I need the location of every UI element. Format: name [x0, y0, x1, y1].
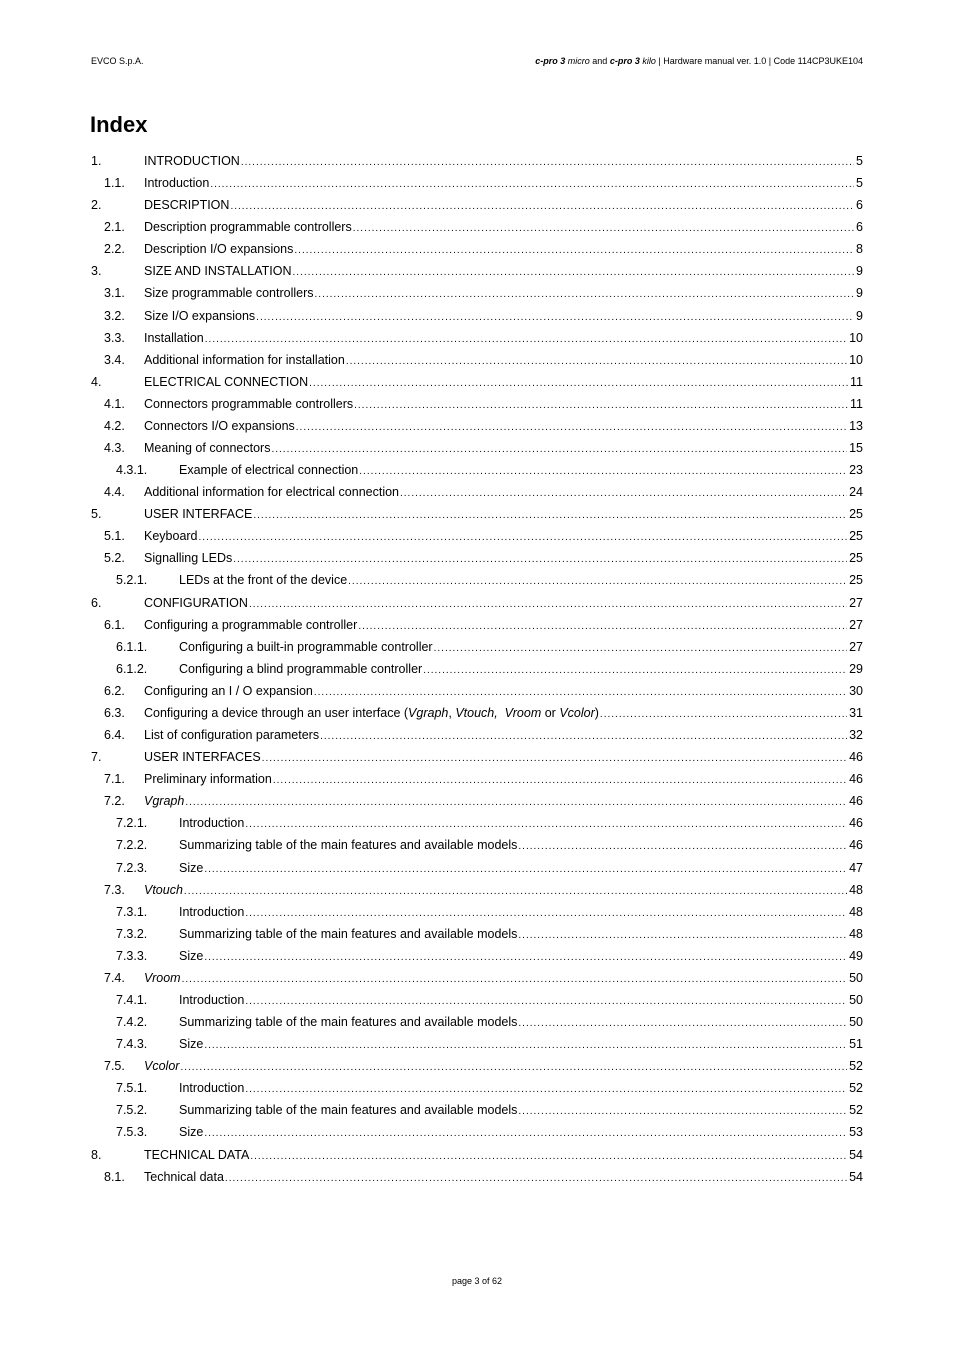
toc-entry-page-number: 24: [849, 485, 863, 500]
toc-entry-title: Signalling LEDs: [144, 551, 233, 566]
toc-dot-leader: [353, 218, 854, 240]
toc-entry-page-number: 48: [849, 904, 863, 919]
toc-entry-number: 7.2.: [104, 794, 125, 809]
toc-dot-leader: [210, 174, 854, 196]
toc-entry-number: 7.3.1.: [116, 904, 148, 919]
toc-entry-number: 7.3.: [104, 882, 125, 897]
toc-entry[interactable]: [91, 1099, 863, 1121]
toc-entry[interactable]: [91, 569, 863, 591]
toc-entry[interactable]: [91, 901, 863, 923]
toc-entry-title: Vgraph: [144, 794, 185, 809]
toc-entry-page-number: 25: [849, 573, 863, 588]
toc-entry-page-number: 51: [849, 1037, 863, 1052]
toc-entry-number: 2.: [91, 198, 102, 213]
toc-entry-title: Configuring a programmable controller: [144, 617, 358, 632]
toc-entry-number: 5.1.: [104, 529, 125, 544]
toc-entry[interactable]: [91, 371, 863, 393]
toc-entry-page-number: 50: [849, 970, 863, 985]
toc-entry[interactable]: [91, 525, 863, 547]
toc-entry[interactable]: [91, 592, 863, 614]
toc-entry-page-number: 32: [849, 728, 863, 743]
toc-dot-leader: [205, 329, 847, 351]
toc-dot-leader: [273, 770, 847, 792]
toc-entry-page-number: 50: [849, 992, 863, 1007]
toc-entry[interactable]: [91, 1055, 863, 1077]
toc-entry-title: USER INTERFACES: [144, 750, 261, 765]
toc-entry-page-number: 13: [849, 418, 863, 433]
toc-entry[interactable]: [91, 216, 863, 238]
toc-entry-title: Size: [179, 948, 204, 963]
toc-entry-title: Configuring an I / O expansion: [144, 683, 313, 698]
toc-dot-leader: [185, 792, 847, 814]
toc-entry[interactable]: [91, 327, 863, 349]
toc-entry[interactable]: [91, 437, 863, 459]
toc-entry[interactable]: [91, 879, 863, 901]
toc-entry-title-part: Vtouch,: [455, 705, 498, 720]
toc-entry-title: Additional information for electrical connection: [144, 485, 399, 500]
toc-entry-page-number: 25: [849, 551, 863, 566]
toc-entry-number: 7.5.3.: [116, 1125, 148, 1140]
toc-entry-page-number: 46: [849, 750, 863, 765]
toc-entry-title: Vtouch: [144, 882, 183, 897]
toc-entry-title: [144, 702, 599, 724]
toc-dot-leader: [423, 660, 847, 682]
toc-entry-title: Summarizing table of the main features and available models: [179, 1015, 518, 1030]
toc-entry-title: Configuring a blind programmable controller: [179, 661, 423, 676]
toc-entry-title: ELECTRICAL CONNECTION: [144, 374, 309, 389]
toc-entry-number: 7.4.2.: [116, 1015, 148, 1030]
header-manual-info: | Hardware manual ver. 1.0 | Code 114CP3UKE104: [658, 56, 863, 66]
toc-entry-title-part: Vroom: [504, 705, 542, 720]
toc-dot-leader: [348, 571, 847, 593]
toc-entry-page-number: 10: [849, 330, 863, 345]
toc-entry-number: 4.2.: [104, 418, 125, 433]
toc-entry-page-number: 9: [856, 286, 863, 301]
toc-entry-title: Additional information for installation: [144, 352, 345, 367]
toc-entry-title: Introduction: [144, 176, 210, 191]
toc-dot-leader: [256, 307, 854, 329]
toc-entry-number: 7.3.2.: [116, 926, 148, 941]
toc-dot-leader: [204, 1035, 847, 1057]
toc-entry-number: 7.: [91, 750, 102, 765]
toc-entry-title: TECHNICAL DATA: [144, 1147, 250, 1162]
toc-dot-leader: [315, 284, 855, 306]
toc-entry-title: Example of electrical connection: [179, 463, 359, 478]
toc-entry-number: 5.2.1.: [116, 573, 148, 588]
header-company: EVCO S.p.A.: [91, 56, 144, 66]
toc-dot-leader: [294, 240, 854, 262]
toc-entry-title: Size I/O expansions: [144, 308, 256, 323]
toc-dot-leader: [271, 439, 847, 461]
toc-entry-page-number: 52: [849, 1081, 863, 1096]
toc-dot-leader: [434, 638, 847, 660]
toc-entry-number: 3.1.: [104, 286, 125, 301]
toc-dot-leader: [182, 969, 848, 991]
toc-entry-page-number: 30: [849, 683, 863, 698]
toc-dot-leader: [518, 1013, 847, 1035]
toc-entry-page-number: 53: [849, 1125, 863, 1140]
toc-dot-leader: [245, 903, 847, 925]
toc-entry[interactable]: [91, 1166, 863, 1188]
toc-dot-leader: [199, 527, 848, 549]
toc-entry-number: 6.: [91, 595, 102, 610]
toc-entry[interactable]: [91, 702, 863, 724]
toc-dot-leader: [314, 682, 847, 704]
toc-entry[interactable]: [91, 724, 863, 746]
toc-entry-page-number: 47: [849, 860, 863, 875]
toc-dot-leader: [354, 395, 848, 417]
toc-entry[interactable]: [91, 812, 863, 834]
toc-entry-page-number: 25: [849, 507, 863, 522]
toc-entry-title-part: ): [594, 705, 599, 720]
toc-entry-title: Size: [179, 1125, 204, 1140]
toc-entry[interactable]: [91, 945, 863, 967]
toc-entry-page-number: 46: [849, 794, 863, 809]
table-of-contents: [91, 150, 863, 1188]
toc-entry-title: Description programmable controllers: [144, 220, 352, 235]
header-and: and: [592, 56, 608, 66]
toc-entry-number: 4.4.: [104, 485, 125, 500]
toc-entry[interactable]: [91, 194, 863, 216]
toc-entry[interactable]: [91, 172, 863, 194]
toc-entry-number: 7.2.3.: [116, 860, 148, 875]
toc-dot-leader: [518, 836, 847, 858]
toc-entry-number: 3.2.: [104, 308, 125, 323]
toc-entry[interactable]: [91, 834, 863, 856]
toc-entry[interactable]: [91, 614, 863, 636]
toc-entry-title-part: Vgraph: [408, 705, 449, 720]
toc-entry[interactable]: [91, 790, 863, 812]
toc-entry-number: 4.: [91, 374, 102, 389]
toc-dot-leader: [296, 417, 847, 439]
toc-entry-number: 7.1.: [104, 772, 125, 787]
toc-dot-leader: [600, 704, 847, 726]
toc-entry-number: 2.2.: [104, 242, 125, 257]
toc-entry-number: 1.1.: [104, 176, 125, 191]
toc-entry-title: DESCRIPTION: [144, 198, 230, 213]
toc-dot-leader: [249, 594, 847, 616]
toc-entry-title: Vcolor: [144, 1059, 180, 1074]
toc-dot-leader: [204, 859, 847, 881]
toc-entry[interactable]: [91, 349, 863, 371]
toc-dot-leader: [358, 616, 847, 638]
toc-entry[interactable]: [91, 481, 863, 503]
toc-entry[interactable]: [91, 1121, 863, 1143]
toc-dot-leader: [233, 549, 847, 571]
header-document-info: [535, 56, 863, 66]
toc-dot-leader: [245, 814, 847, 836]
toc-entry-title: Preliminary information: [144, 772, 272, 787]
toc-entry-page-number: 15: [849, 441, 863, 456]
toc-dot-leader: [400, 483, 847, 505]
toc-entry-title: Summarizing table of the main features and available models: [179, 926, 518, 941]
toc-dot-leader: [518, 1101, 847, 1123]
toc-entry-page-number: 50: [849, 1015, 863, 1030]
toc-dot-leader: [359, 461, 847, 483]
header-product-2-variant: kilo: [642, 56, 656, 66]
toc-entry-title: Introduction: [179, 816, 245, 831]
toc-entry-title: LEDs at the front of the device: [179, 573, 348, 588]
toc-entry-page-number: 25: [849, 529, 863, 544]
toc-entry-page-number: 52: [849, 1103, 863, 1118]
toc-entry-number: 6.1.2.: [116, 661, 148, 676]
toc-entry-number: 7.5.1.: [116, 1081, 148, 1096]
toc-entry[interactable]: [91, 282, 863, 304]
toc-entry-number: 5.2.: [104, 551, 125, 566]
toc-entry-title-part: [498, 706, 505, 720]
toc-entry-title: List of configuration parameters: [144, 728, 320, 743]
toc-entry-page-number: 8: [856, 242, 863, 257]
toc-entry-title: Introduction: [179, 904, 245, 919]
toc-entry-title-part: or: [541, 705, 560, 720]
toc-dot-leader: [184, 881, 847, 903]
toc-entry-title: Keyboard: [144, 529, 198, 544]
toc-entry-title: Installation: [144, 330, 204, 345]
toc-entry[interactable]: [91, 857, 863, 879]
toc-entry-title: Connectors programmable controllers: [144, 396, 354, 411]
toc-entry-title: Description I/O expansions: [144, 242, 294, 257]
toc-entry-page-number: 9: [856, 308, 863, 323]
toc-entry-title: Vroom: [144, 970, 181, 985]
toc-entry[interactable]: [91, 1011, 863, 1033]
toc-entry-page-number: 46: [849, 816, 863, 831]
toc-entry-number: 7.4.: [104, 970, 125, 985]
toc-entry-page-number: 48: [849, 882, 863, 897]
toc-entry-title-part: ,: [448, 705, 456, 720]
toc-dot-leader: [245, 991, 847, 1013]
toc-entry-title: Introduction: [179, 1081, 245, 1096]
toc-entry[interactable]: [91, 459, 863, 481]
toc-dot-leader: [262, 748, 847, 770]
toc-entry-number: 7.3.3.: [116, 948, 148, 963]
toc-entry-number: 7.5.2.: [116, 1103, 148, 1118]
toc-entry[interactable]: [91, 1144, 863, 1166]
toc-entry-number: 3.: [91, 264, 102, 279]
toc-dot-leader: [204, 947, 847, 969]
toc-dot-leader: [250, 1146, 847, 1168]
toc-dot-leader: [245, 1079, 847, 1101]
toc-dot-leader: [225, 1168, 847, 1190]
toc-entry-number: 6.4.: [104, 728, 125, 743]
toc-entry[interactable]: [91, 680, 863, 702]
toc-entry-number: 2.1.: [104, 220, 125, 235]
toc-entry-page-number: 11: [850, 396, 863, 411]
toc-entry-page-number: 29: [849, 661, 863, 676]
toc-entry-number: 6.3.: [104, 705, 125, 720]
toc-dot-leader: [241, 152, 854, 174]
header-product-1: c-pro 3: [535, 56, 566, 66]
toc-entry-number: 7.2.2.: [116, 838, 148, 853]
toc-entry-number: 8.1.: [104, 1169, 125, 1184]
toc-dot-leader: [346, 351, 847, 373]
toc-entry-number: 3.4.: [104, 352, 125, 367]
toc-entry-title: Meaning of connectors: [144, 441, 271, 456]
toc-entry-page-number: 6: [856, 220, 863, 235]
toc-entry-page-number: 6: [856, 198, 863, 213]
toc-entry-number: 7.4.3.: [116, 1037, 148, 1052]
header-product-1-variant: micro: [567, 56, 590, 66]
toc-entry[interactable]: [91, 746, 863, 768]
toc-entry-title: Configuring a built-in programmable controller: [179, 639, 433, 654]
toc-entry[interactable]: [91, 923, 863, 945]
toc-entry-number: 5.: [91, 507, 102, 522]
toc-entry-number: 4.3.1.: [116, 463, 148, 478]
toc-entry-page-number: 11: [850, 374, 863, 389]
toc-entry[interactable]: [91, 1077, 863, 1099]
toc-entry[interactable]: [91, 150, 863, 172]
toc-entry-number: 7.4.1.: [116, 992, 148, 1007]
toc-entry-page-number: 54: [849, 1147, 863, 1162]
toc-dot-leader: [253, 505, 847, 527]
toc-entry[interactable]: [91, 260, 863, 282]
toc-entry-page-number: 52: [849, 1059, 863, 1074]
toc-entry-number: 7.5.: [104, 1059, 125, 1074]
toc-entry-title: INTRODUCTION: [144, 154, 240, 168]
toc-dot-leader: [204, 1123, 847, 1145]
toc-entry[interactable]: [91, 503, 863, 525]
toc-entry-title: Summarizing table of the main features and available models: [179, 838, 518, 853]
toc-entry-title: Size: [179, 1037, 204, 1052]
toc-entry-number: 6.2.: [104, 683, 125, 698]
toc-entry[interactable]: [91, 393, 863, 415]
toc-entry[interactable]: [91, 547, 863, 569]
page-footer: page 3 of 62: [451, 1276, 503, 1286]
toc-entry-title: Introduction: [179, 992, 245, 1007]
toc-entry[interactable]: [91, 658, 863, 680]
toc-entry[interactable]: [91, 636, 863, 658]
toc-dot-leader: [180, 1057, 847, 1079]
toc-entry-page-number: 9: [856, 264, 863, 279]
toc-entry-title: Connectors I/O expansions: [144, 418, 295, 433]
toc-entry-title: Technical data: [144, 1169, 224, 1184]
toc-entry-title: Summarizing table of the main features and available models: [179, 1103, 518, 1118]
toc-dot-leader: [518, 925, 847, 947]
toc-entry-page-number: 46: [849, 838, 863, 853]
toc-entry-title: SIZE AND INSTALLATION: [144, 264, 292, 279]
toc-entry-page-number: 48: [849, 926, 863, 941]
toc-entry-page-number: 23: [849, 463, 863, 478]
toc-entry[interactable]: [91, 415, 863, 437]
toc-entry-page-number: 31: [849, 705, 863, 720]
toc-entry-page-number: 46: [849, 772, 863, 787]
toc-dot-leader: [293, 262, 855, 284]
toc-entry-number: 3.3.: [104, 330, 125, 345]
toc-entry[interactable]: [91, 989, 863, 1011]
toc-entry[interactable]: [91, 768, 863, 790]
toc-entry-title: Size programmable controllers: [144, 286, 314, 301]
toc-entry-number: 6.1.1.: [116, 639, 148, 654]
toc-entry-number: 6.1.: [104, 617, 125, 632]
toc-dot-leader: [320, 726, 847, 748]
toc-entry-page-number: 5: [856, 176, 863, 191]
toc-entry-page-number: 49: [849, 948, 863, 963]
toc-entry-number: 1.: [91, 154, 102, 168]
toc-entry-title: CONFIGURATION: [144, 595, 248, 610]
toc-entry-title: USER INTERFACE: [144, 507, 253, 522]
page-title: Index: [90, 112, 148, 137]
toc-entry-page-number: 10: [849, 352, 863, 367]
toc-entry-title-part: Vcolor: [559, 705, 595, 720]
toc-entry-number: 7.2.1.: [116, 816, 148, 831]
toc-entry-page-number: 27: [849, 617, 863, 632]
toc-entry[interactable]: [91, 1033, 863, 1055]
toc-entry[interactable]: [91, 967, 863, 989]
toc-entry-number: 4.1.: [104, 396, 125, 411]
toc-entry-page-number: 54: [849, 1169, 863, 1184]
toc-entry-title: Size: [179, 860, 204, 875]
toc-entry-page-number: 5: [856, 154, 863, 168]
toc-dot-leader: [309, 373, 848, 395]
toc-entry-page-number: 27: [849, 639, 863, 654]
toc-entry-title-part: Configuring a device through an user interface (: [144, 705, 409, 720]
toc-entry-number: 4.3.: [104, 441, 125, 456]
toc-entry-page-number: 27: [849, 595, 863, 610]
toc-entry-number: 8.: [91, 1147, 102, 1162]
toc-entry[interactable]: [91, 238, 863, 260]
toc-entry[interactable]: [91, 305, 863, 327]
header-product-2: c-pro 3: [609, 56, 640, 66]
toc-dot-leader: [230, 196, 854, 218]
